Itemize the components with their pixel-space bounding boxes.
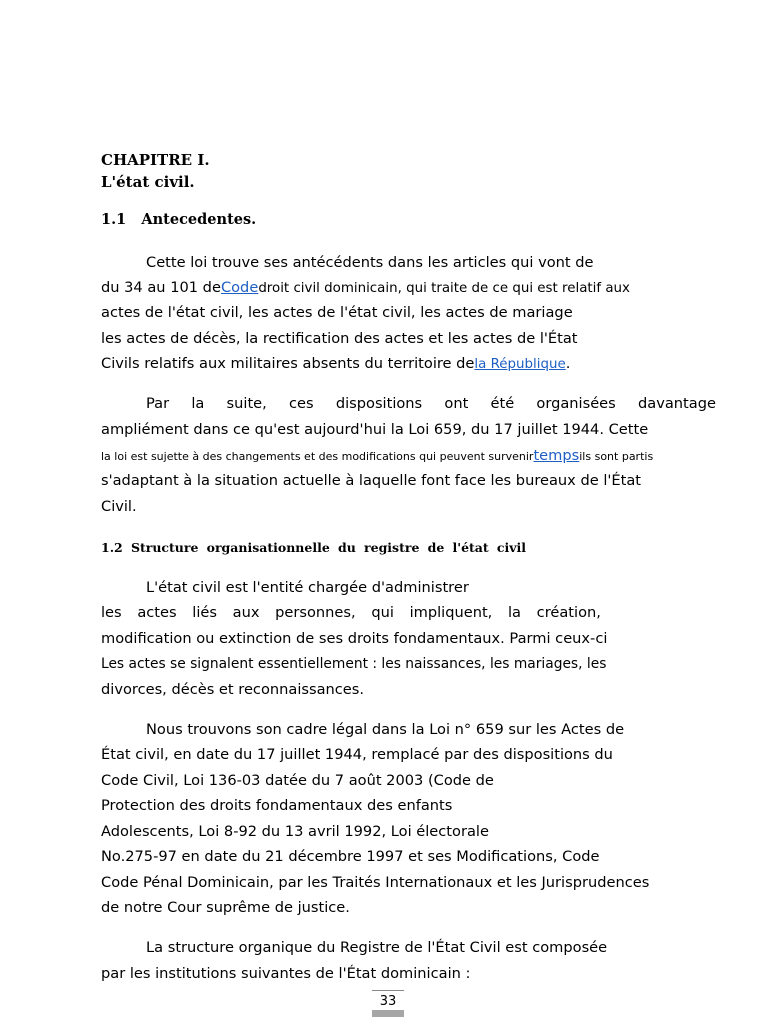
- word: civil: [496, 540, 526, 555]
- section-title: Antecedentes.: [141, 211, 257, 228]
- word: ont: [444, 395, 469, 412]
- p3-line-3: modification ou extinction de ses droits fondamentaux. Parmi ceux-ci: [101, 630, 608, 647]
- word: les: [101, 604, 122, 621]
- p4-line-8: de notre Cour suprême de justice.: [101, 899, 350, 916]
- p2-line-4: s'adaptant à la situation actuelle à laquelle font face les bureaux de l'État: [101, 472, 641, 489]
- p1-line-5: [101, 355, 570, 374]
- word: de: [427, 540, 445, 555]
- p1-line-3: actes de l'état civil, les actes de l'état civil, les actes de mariage: [101, 304, 573, 321]
- word: liés: [192, 604, 217, 621]
- word: la: [508, 604, 521, 621]
- p3-line-4: Les actes se signalent essentiellement : les naissances, les mariages, les: [101, 656, 607, 672]
- p4-line-2: État civil, en date du 17 juillet 1944, remplacé par des dispositions du: [101, 746, 613, 763]
- word: registre: [364, 540, 420, 555]
- word: création,: [536, 604, 601, 621]
- word: ces: [289, 395, 314, 412]
- word: du: [338, 540, 356, 555]
- text-fragment: la loi est sujette à des changements et des modifications qui peuvent survenir: [101, 450, 534, 463]
- republique-link[interactable]: la République: [474, 357, 566, 372]
- text-fragment: .: [565, 355, 571, 372]
- word: Par: [146, 395, 170, 412]
- p4-line-1: Nous trouvons son cadre légal dans la Loi n° 659 sur les Actes de: [146, 721, 625, 738]
- word: suite,: [226, 395, 267, 412]
- chapter-heading: CHAPITRE I.: [101, 151, 210, 169]
- page-number-bar: [372, 1010, 404, 1017]
- p2-line-1: [146, 395, 716, 413]
- text-fragment: droit civil dominicain, qui traite de ce qui est relatif aux: [258, 281, 630, 296]
- p3-line-1: L'état civil est l'entité chargée d'administrer: [146, 579, 469, 596]
- word: Structure: [130, 540, 199, 555]
- p1-line-2: [101, 279, 630, 298]
- text-fragment: du 34 au 101 de: [101, 279, 221, 296]
- chapter-title: L'état civil.: [101, 173, 195, 191]
- p3-line-5: divorces, décès et reconnaissances.: [101, 681, 365, 698]
- text-fragment: Civils relatifs aux militaires absents du territoire de: [101, 355, 475, 372]
- p1-line-1: Cette loi trouve ses antécédents dans les articles qui vont de: [146, 254, 594, 271]
- p5-line-1: La structure organique du Registre de l'État Civil est composée: [146, 939, 608, 956]
- p2-line-3: [101, 447, 653, 466]
- page-number: 33: [372, 990, 404, 1010]
- p2-line-5: Civil.: [101, 498, 137, 515]
- p1-line-4: les actes de décès, la rectification des actes et les actes de l'État: [101, 330, 578, 347]
- temps-link[interactable]: temps: [533, 447, 580, 464]
- word: 1.2: [101, 540, 123, 555]
- code-link[interactable]: Code: [220, 279, 259, 296]
- section-number: 1.1: [101, 211, 127, 228]
- word: l'état: [452, 540, 489, 555]
- p2-line-2: ampliément dans ce qu'est aujourd'hui la Loi 659, du 17 juillet 1944. Cette: [101, 421, 649, 438]
- word: impliquent,: [409, 604, 493, 621]
- word: organisationnelle: [206, 540, 330, 555]
- word: la: [191, 395, 205, 412]
- word: personnes,: [275, 604, 356, 621]
- word: qui: [371, 604, 394, 621]
- text-fragment: ils sont partis: [579, 450, 654, 463]
- section-heading-1-1: [101, 211, 256, 229]
- word: aux: [232, 604, 260, 621]
- word: dispositions: [335, 395, 423, 412]
- word: organisées: [536, 395, 616, 412]
- word: davantage: [638, 395, 716, 412]
- p5-line-2: par les institutions suivantes de l'État dominicain :: [101, 965, 471, 982]
- p4-line-3: Code Civil, Loi 136-03 datée du 7 août 2003 (Code de: [101, 772, 494, 789]
- p4-line-5: Adolescents, Loi 8-92 du 13 avril 1992, Loi électorale: [101, 823, 489, 840]
- p4-line-6: No.275-97 en date du 21 décembre 1997 et ses Modifications, Code: [101, 848, 600, 865]
- p3-line-2: [101, 604, 601, 622]
- p4-line-7: Code Pénal Dominicain, par les Traités Internationaux et les Jurisprudences: [101, 874, 650, 891]
- section-heading-1-2: [101, 539, 526, 557]
- word: été: [490, 395, 515, 412]
- p4-line-4: Protection des droits fondamentaux des enfants: [101, 797, 453, 814]
- word: actes: [137, 604, 177, 621]
